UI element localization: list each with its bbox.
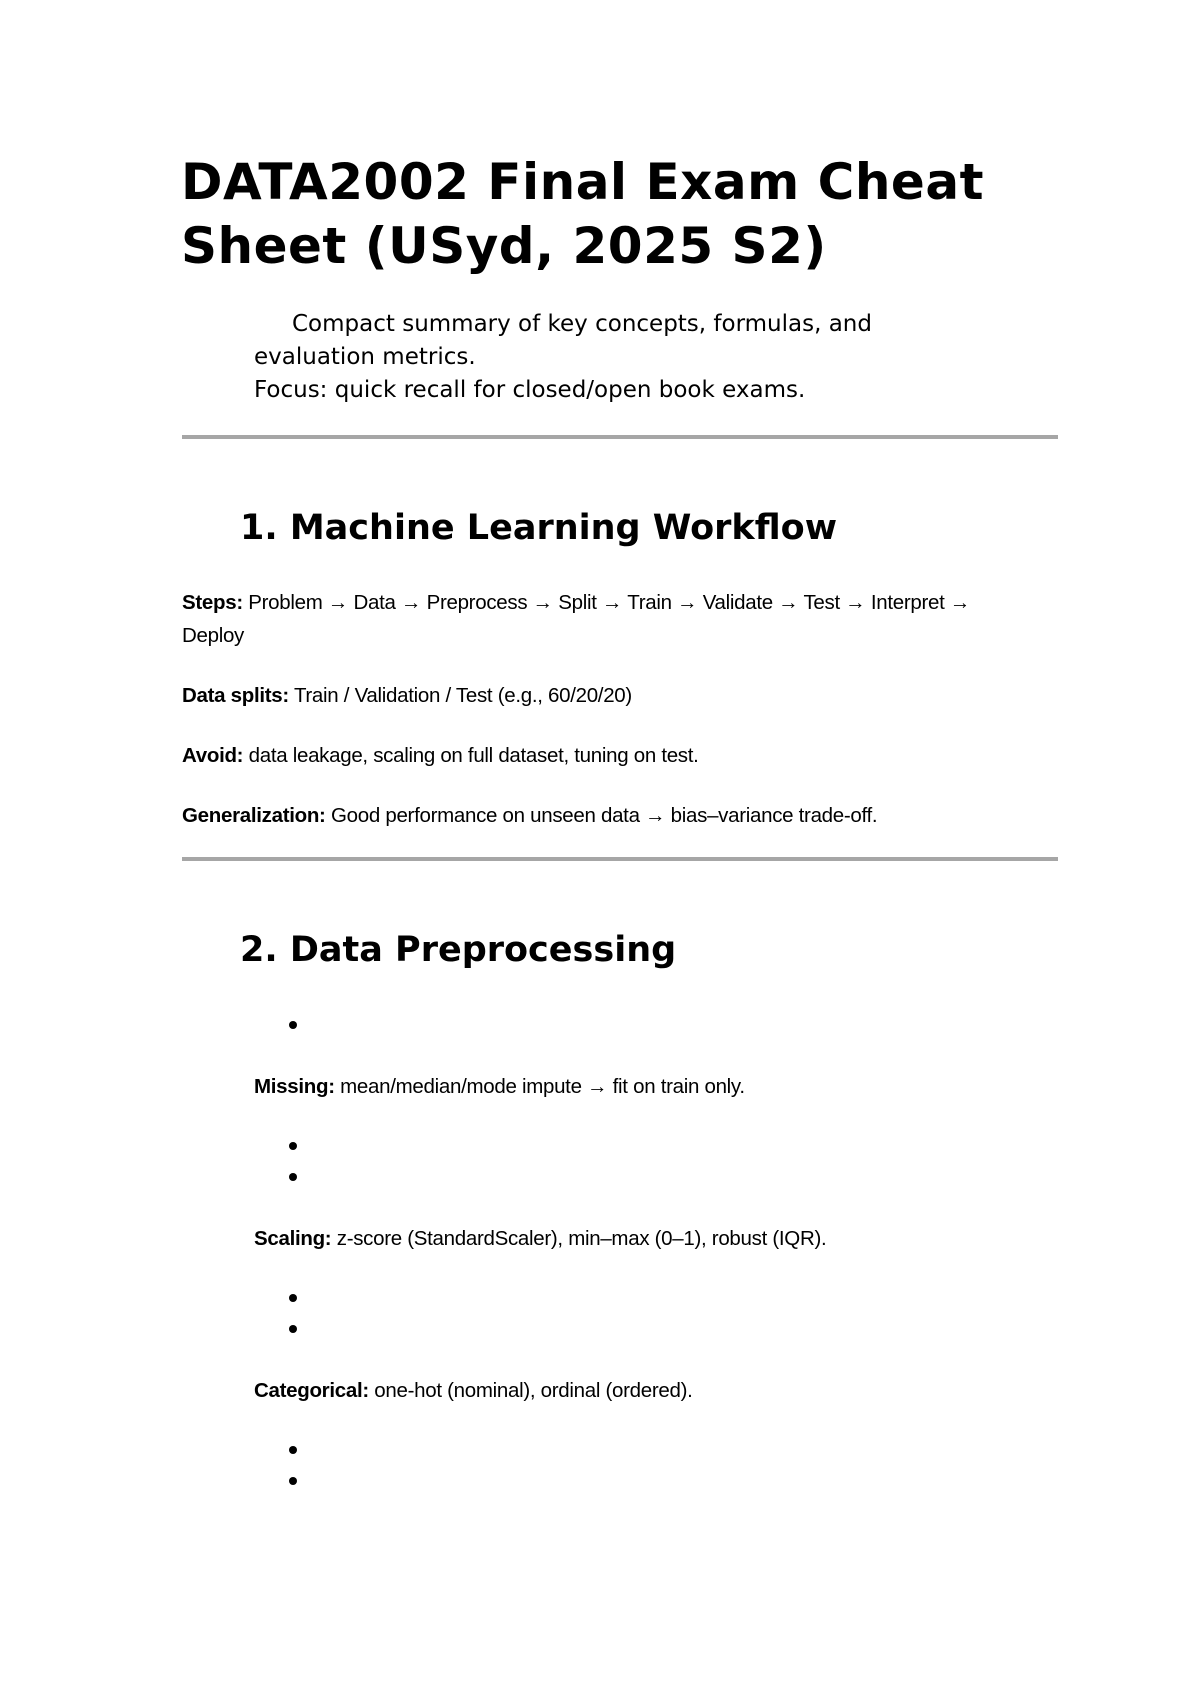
missing-paragraph: [254, 1070, 1054, 1103]
subtitle-line-2: Focus: quick recall for closed/open book exams.: [254, 377, 806, 403]
bullet-icon: [289, 1294, 297, 1302]
subtitle-line-1: Compact summary of key concepts, formulas, and evaluation metrics.: [254, 311, 872, 370]
bullet-icon: [289, 1325, 297, 1333]
scaling-label: Scaling:: [254, 1227, 332, 1250]
horizontal-rule: [182, 857, 1058, 861]
avoid-text: data leakage, scaling on full dataset, tuning on test.: [248, 744, 699, 767]
scaling-paragraph: [254, 1222, 1054, 1255]
missing-label: Missing:: [254, 1075, 335, 1098]
generalization-text: Good performance on unseen data → bias–variance trade-off.: [331, 804, 878, 827]
subtitle: [254, 308, 974, 407]
splits-paragraph: [182, 679, 1042, 712]
categorical-paragraph: [254, 1374, 1054, 1407]
steps-label: Steps:: [182, 591, 243, 614]
categorical-text: one-hot (nominal), ordinal (ordered).: [374, 1379, 693, 1402]
steps-paragraph: [182, 586, 982, 652]
splits-text: Train / Validation / Test (e.g., 60/20/20): [293, 684, 632, 707]
missing-text: mean/median/mode impute → fit on train only.: [340, 1075, 745, 1098]
section-heading-workflow: 1. Machine Learning Workflow: [240, 508, 838, 548]
bullet-icon: [289, 1446, 297, 1454]
page-title: DATA2002 Final Exam Cheat Sheet (USyd, 2025 S2): [181, 153, 984, 275]
bullet-icon: [289, 1173, 297, 1181]
steps-text: Problem → Data → Preprocess → Split → Train → Validate → Test → Interpret → Deploy: [182, 591, 971, 647]
bullet-icon: [289, 1477, 297, 1485]
bullet-icon: [289, 1142, 297, 1150]
generalization-paragraph: [182, 799, 1062, 832]
avoid-paragraph: [182, 739, 1042, 772]
horizontal-rule: [182, 435, 1058, 439]
avoid-label: Avoid:: [182, 744, 244, 767]
scaling-text: z-score (StandardScaler), min–max (0–1), robust (IQR).: [336, 1227, 827, 1250]
categorical-label: Categorical:: [254, 1379, 369, 1402]
section-heading-preprocessing: 2. Data Preprocessing: [240, 930, 677, 970]
splits-label: Data splits:: [182, 684, 289, 707]
generalization-label: Generalization:: [182, 804, 326, 827]
bullet-icon: [289, 1021, 297, 1029]
